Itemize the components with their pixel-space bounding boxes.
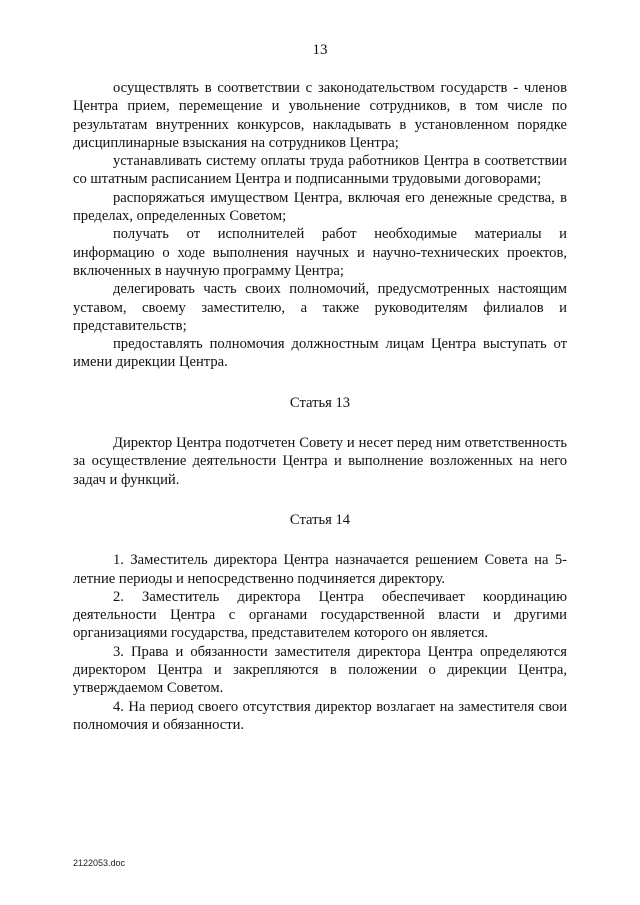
paragraph: получать от исполнителей работ необходимые материалы и информацию о ходе выполнения научных и научно-технических проектов, включенных в научную программу Центра; — [73, 226, 567, 279]
article-14-heading: Статья 14 — [289, 511, 351, 528]
footer-filename: 2122053.doc — [73, 858, 126, 868]
article-14-item: 1. Заместитель директора Центра назначается решением Совета на 5-летние периоды и непосредственно подчиняется директору. — [73, 552, 567, 587]
paragraph: осуществлять в соответствии с законодательством государств - членов Центра прием, перемещение и увольнение сотрудников, в том числе по результатам внутренних конкурсов, накладывать в установленном порядке дисциплинарные взыскания на сотрудников Центра; — [73, 80, 567, 151]
article-14-item: 2. Заместитель директора Центра обеспечивает координацию деятельности Центра с органами государственной власти и другими организациями государства, представителем которого он является. — [73, 588, 567, 642]
paragraph: делегировать часть своих полномочий, предусмотренных настоящим уставом, своему заместителю, а также руководителям филиалов и представительств; — [73, 281, 567, 334]
document-body — [73, 79, 567, 734]
paragraph: устанавливать систему оплаты труда работников Центра в соответствии со штатным расписанием Центра и подписанными трудовыми договорами; — [73, 153, 567, 188]
article-13-text: Директор Центра подотчетен Совету и несет перед ним ответственность за осуществление деятельности Центра и выполнение возложенных на него задач и функций. — [73, 435, 567, 488]
article-13-heading: Статья 13 — [289, 394, 351, 411]
article-14-item: 4. На период своего отсутствия директор возлагает на заместителя свои полномочия и обязанности. — [73, 698, 567, 733]
paragraph: распоряжаться имуществом Центра, включая его денежные средства, в пределах, определенных Советом; — [73, 189, 567, 225]
page-number: 13 — [312, 42, 328, 58]
article-14-item: 3. Права и обязанности заместителя директора Центра определяются директором Центра и закрепляются в положении о дирекции Центра, утверждаемом Советом. — [73, 643, 567, 697]
paragraph: предоставлять полномочия должностным лицам Центра выступать от имени дирекции Центра. — [73, 336, 567, 371]
